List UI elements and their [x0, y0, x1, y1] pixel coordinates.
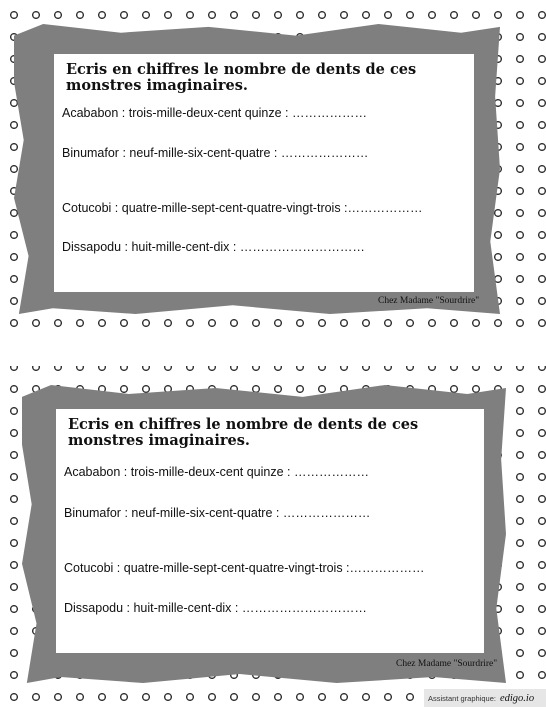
author-credit: Chez Madame "Sourdrire"	[396, 659, 498, 669]
worksheet-title: Ecris en chiffres le nombre de dents de ces monstres imaginaires.	[66, 61, 417, 94]
worksheet-title: Ecris en chiffres le nombre de dents de ces monstres imaginaires.	[68, 416, 419, 449]
assistant-label: Assistant graphique:	[428, 693, 496, 703]
question-dissapodu: Dissapodu : huit-mille-cent-dix : …………………………	[64, 601, 367, 615]
author-credit: Chez Madame "Sourdrire"	[378, 296, 480, 306]
question-cotucobi: Cotucobi : quatre-mille-sept-cent-quatre-vingt-trois :………………	[62, 201, 423, 215]
brand-logo: edigo.io	[499, 692, 535, 704]
question-binumafor: Binumafor : neuf-mille-six-cent-quatre : …………………	[62, 146, 369, 160]
page-separator	[0, 330, 546, 366]
worksheet-content	[56, 409, 484, 653]
question-dissapodu: Dissapodu : huit-mille-cent-dix : …………………………	[62, 240, 365, 254]
question-acababon: Acababon : trois-mille-deux-cent quinze : ………………	[62, 106, 367, 120]
edigo-watermark	[424, 689, 546, 707]
worksheet-card-2	[22, 385, 506, 683]
worksheet-content	[54, 54, 474, 292]
worksheet-card-1	[14, 24, 500, 314]
question-cotucobi: Cotucobi : quatre-mille-sept-cent-quatre-vingt-trois :………………	[64, 561, 425, 575]
question-acababon: Acababon : trois-mille-deux-cent quinze : ………………	[64, 465, 369, 479]
question-binumafor: Binumafor : neuf-mille-six-cent-quatre : …………………	[64, 506, 371, 520]
